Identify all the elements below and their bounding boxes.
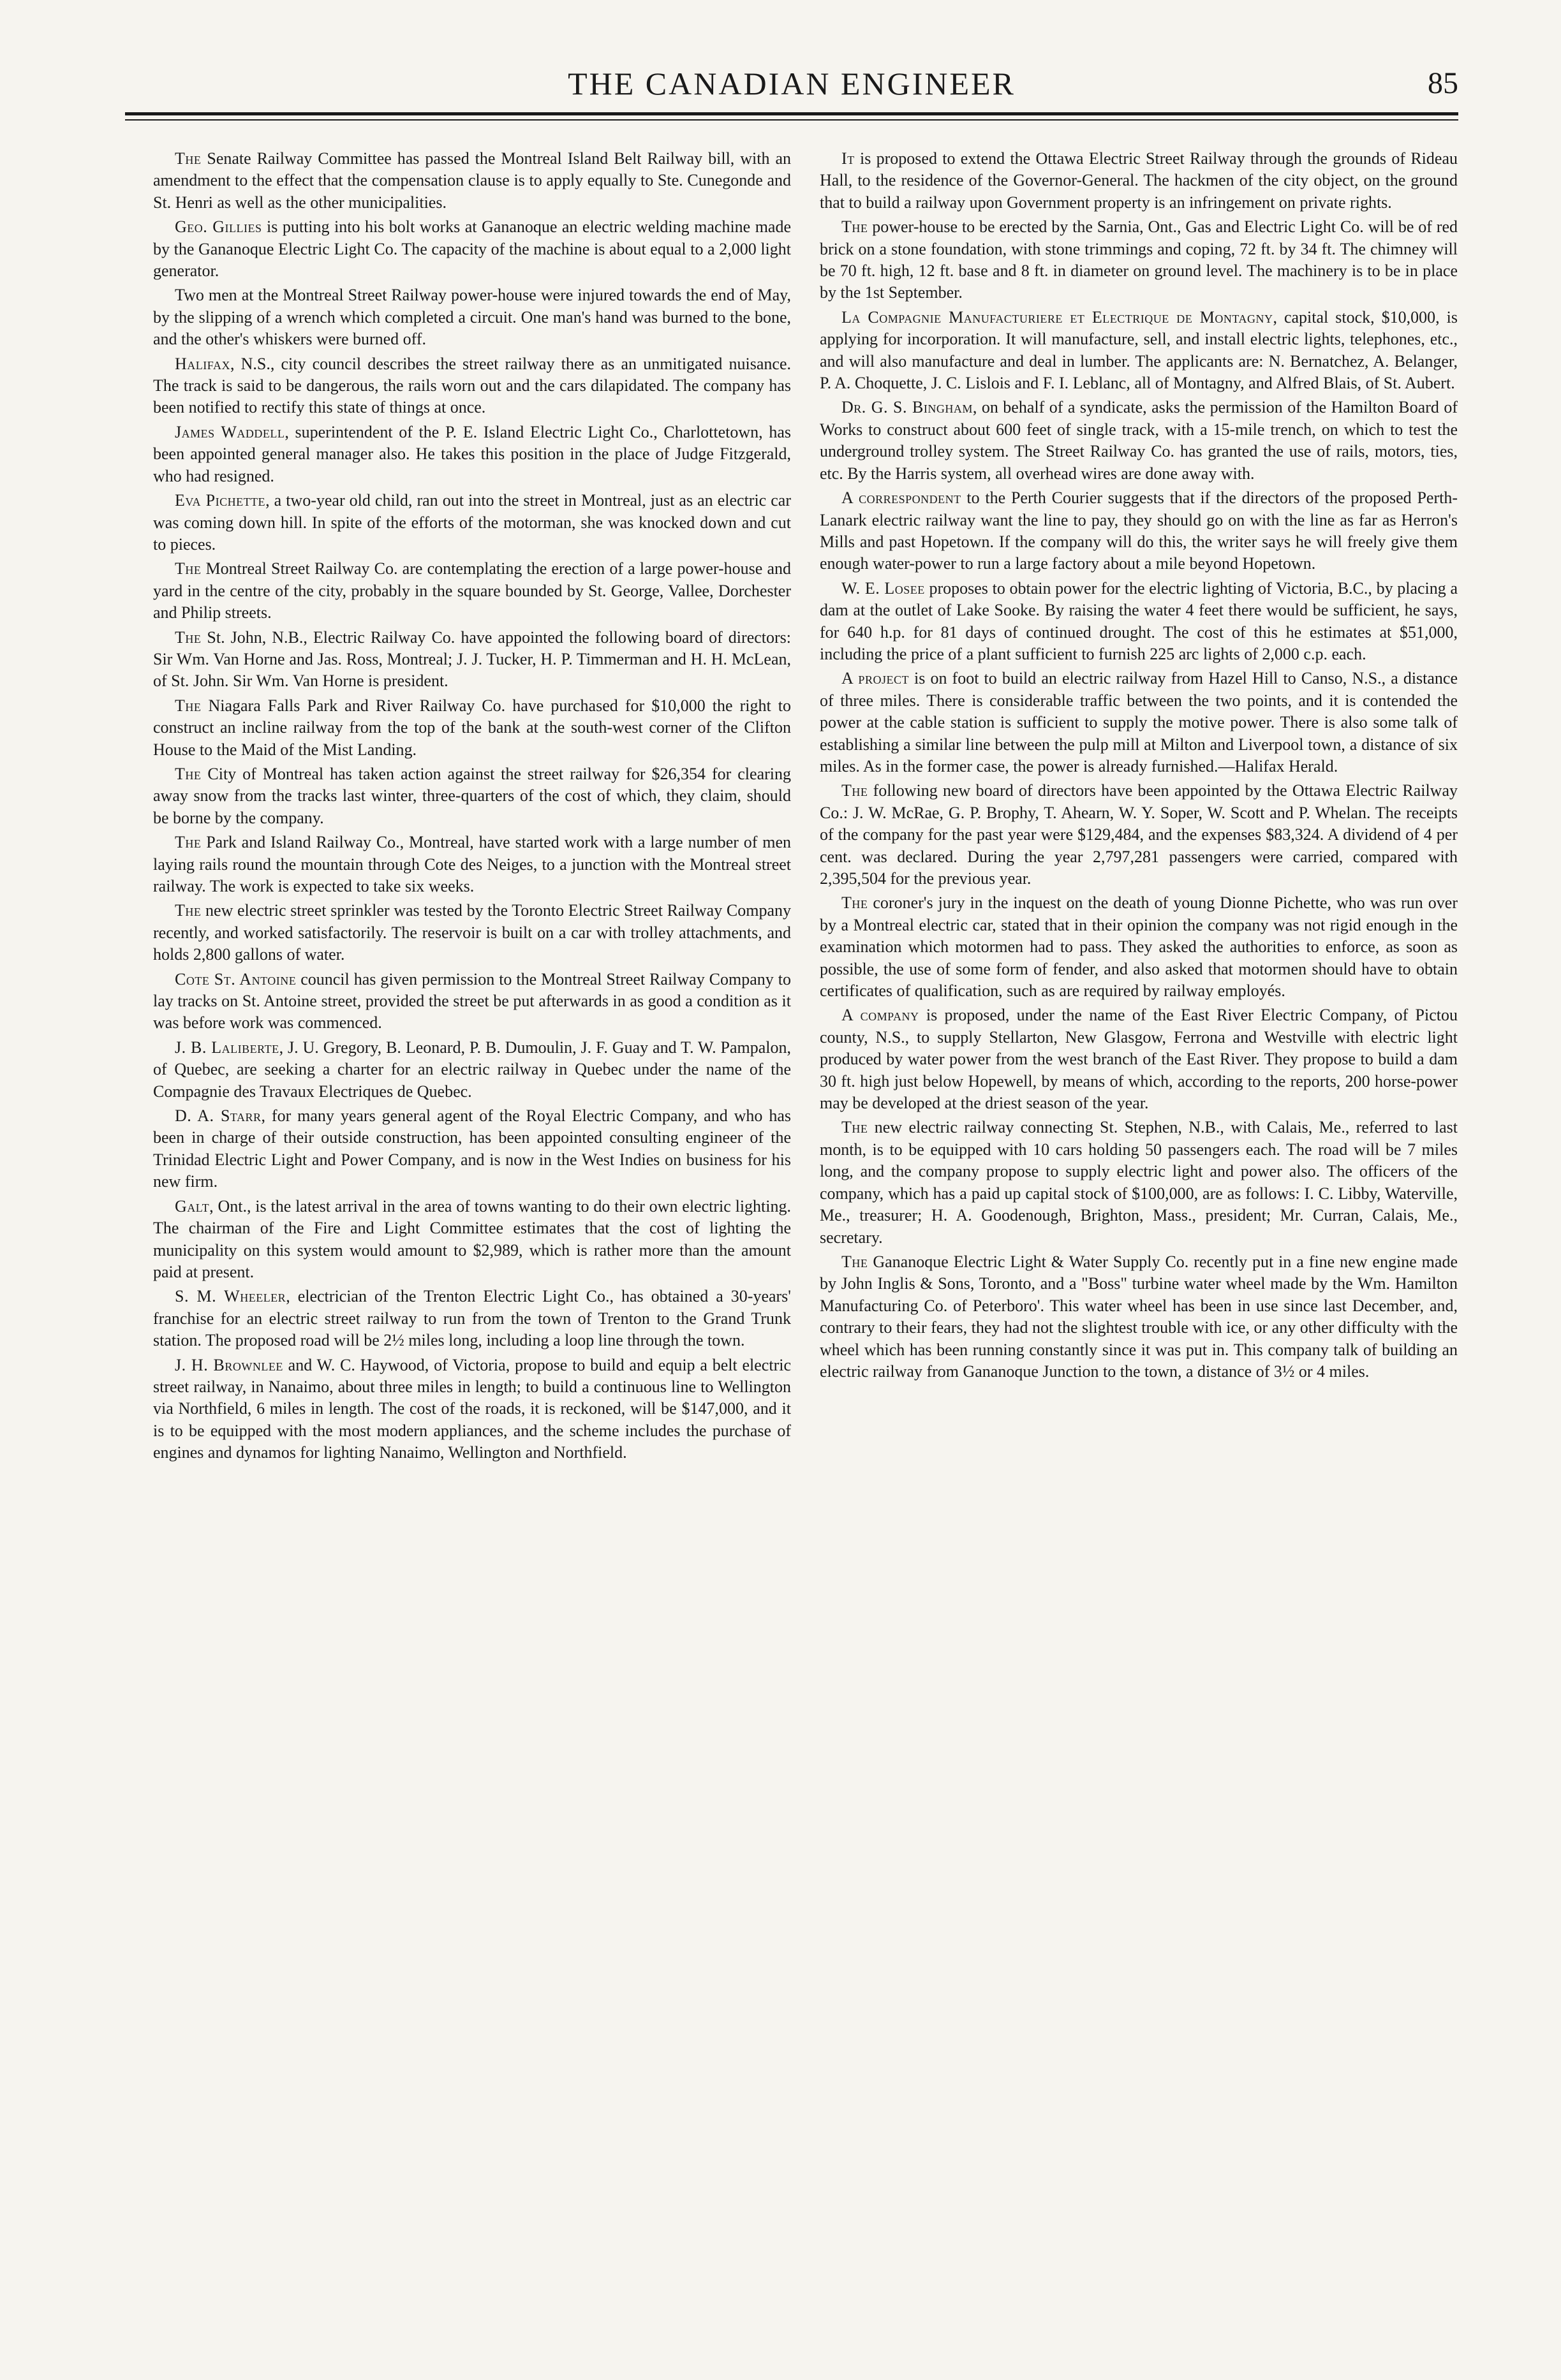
- article-paragraph: [820, 780, 1458, 890]
- paragraph-lead: J. H. Brownlee: [175, 1355, 283, 1374]
- paragraph-text: is proposed to extend the Ottawa Electric Street Railway through the grounds of Rideau Hall, to the residence of the Governor-General. The hackmen of the city object, on the ground that to build a railway upon Government property is an infringement on private rights.: [820, 149, 1458, 212]
- paragraph-text: is on foot to build an electric railway from Hazel Hill to Canso, N.S., a distance of three miles. There is considerable traffic between the two points, and it is contended the power at the cable station is sufficient to supply the motive power. There is also some talk of establishing a similar line between the pulp mill at Milton and Liverpool town, a distance of six miles. As in the former case, the power is already furnished.—Halifax Herald.: [820, 669, 1458, 775]
- paragraph-text: Niagara Falls Park and River Railway Co. have purchased for $10,000 the right to construct an incline railway from the top of the bank at the south-west corner of the Clifton House to the Maid of the Mist Landing.: [153, 696, 791, 759]
- paragraph-text: , Ont., is the latest arrival in the area of towns wanting to do their own electric lighting. The chairman of the Fire and Light Committee estimates that the cost of lighting the municipality on this system would amount to $2,989, which is rather more than the amount paid at present.: [153, 1196, 791, 1281]
- right-column: [820, 148, 1458, 2252]
- article-paragraph: [153, 353, 791, 419]
- paragraph-lead: S. M. Wheeler: [175, 1287, 286, 1306]
- paragraph-lead: A project: [841, 669, 909, 688]
- paragraph-lead: The: [175, 696, 202, 715]
- article-paragraph: [820, 307, 1458, 395]
- article-paragraph: [153, 900, 791, 966]
- page-number: 85: [1428, 66, 1458, 100]
- article-paragraph: [153, 1355, 791, 1464]
- article-paragraph: [820, 1004, 1458, 1114]
- paragraph-lead: Dr. G. S. Bingham: [841, 398, 973, 417]
- paragraph-lead: The: [175, 764, 202, 783]
- article-paragraph: [153, 969, 791, 1034]
- paragraph-text: Park and Island Railway Co., Montreal, have started work with a large number of men laying rails round the mountain through Cote des Neiges, to a junction with the Montreal street railway. The work is expected to take six weeks.: [153, 833, 791, 895]
- paragraph-text: St. John, N.B., Electric Railway Co. have appointed the following board of directors: Sir Wm. Van Horne and Jas. Ross, Montreal; J. J. Tucker, H. P. Timmerman and H. H. McLean, of St. John. Sir Wm. Van Horne is president.: [153, 628, 791, 691]
- article-paragraph: [153, 1037, 791, 1103]
- paragraph-text: coroner's jury in the inquest on the death of young Dionne Pichette, who was run over by a Montreal electric car, stated that in their opinion the company was not rigid enough in the examination which motormen had to pass. They asked the authorities to enforce, as soon as possible, the use of some form of fender, and also asked that motormen should have to obtain certificates of qualification, such as are required by railway employés.: [820, 893, 1458, 1001]
- left-column: [153, 148, 791, 2252]
- paragraph-text: power-house to be erected by the Sarnia, Ont., Gas and Electric Light Co. will be of red brick on a stone foundation, with stone trimmings and coping, 72 ft. by 34 ft. The chimney will be 70 ft. high, 12 ft. base and 8 ft. in diameter on ground level. The machinery is to be in place by the 1st September.: [820, 217, 1458, 302]
- article-paragraph: [153, 490, 791, 555]
- article-paragraph: [153, 216, 791, 282]
- page-header: [125, 61, 1458, 108]
- paragraph-text: new electric railway connecting St. Stephen, N.B., with Calais, Me., referred to last month, is to be equipped with 10 cars holding 50 passengers each. The road will be 7 miles long, and the company propose to supply electric light and power also. The officers of the company, which has a paid up capital stock of $100,000, are as follows: I. C. Libby, Waterville, Me., treasurer; H. A. Goodenough, Brighton, Mass., president; Mr. Curran, Calais, Me., secretary.: [820, 1118, 1458, 1247]
- article-paragraph: [820, 148, 1458, 214]
- paragraph-text: , for many years general agent of the Royal Electric Company, and who has been in charge of their outside construction, has been appointed consulting engineer of the Trinidad Electric Light and Power Company, and is now in the West Indies on business for his new firm.: [153, 1106, 791, 1191]
- paragraph-text: , superintendent of the P. E. Island Electric Light Co., Charlottetown, has been appointed general manager also. He takes this position in the place of Judge Fitzgerald, who had resigned.: [153, 422, 791, 485]
- article-paragraph: [153, 832, 791, 897]
- article-paragraph: [153, 422, 791, 487]
- paragraph-lead: The: [841, 1252, 868, 1271]
- paragraph-lead: Galt: [175, 1196, 210, 1216]
- article-paragraph: [153, 627, 791, 693]
- paragraph-text: and W. C. Haywood, of Victoria, propose to build and equip a belt electric street railway, in Nanaimo, about three miles in length; to build a continuous line to Wellington via Northfield, 6 miles in length. The cost of the roads, it is reckoned, will be $147,000, and it is to be equipped with the most modern appliances, and the scheme includes the purchase of engines and dynamos for lighting Nanaimo, Wellington and Northfield.: [153, 1355, 791, 1462]
- article-paragraph: [820, 216, 1458, 304]
- article-paragraph: [820, 1117, 1458, 1248]
- article-paragraph: [153, 1196, 791, 1284]
- paragraph-text: Montreal Street Railway Co. are contemplating the erection of a large power-house and yard in the centre of the city, probably in the square bounded by St. George, Vallee, Dorchester and Philip streets.: [153, 559, 791, 622]
- paragraph-text: to the Perth Courier suggests that if the directors of the proposed Perth-Lanark electric railway want the line to pay, they should go on with the line as far as Herron's Mills and past Hopetown. If the company will do this, the writer says he will freely give them enough water-power to run a large factory about a mile beyond Hopetown.: [820, 488, 1458, 573]
- paragraph-text: City of Montreal has taken action against the street railway for $26,354 for clearing away snow from the tracks last winter, three-quarters of the cost of which, they claim, should be borne by the company.: [153, 764, 791, 827]
- paragraph-lead: W. E. Losee: [841, 578, 925, 598]
- paragraph-lead: D. A. Starr: [175, 1106, 262, 1126]
- paragraph-text: , N.S., city council describes the street railway there as an unmitigated nuisance. The track is said to be dangerous, the rails worn out and the cars dilapidated. The company has been notified to rectify this state of things at once.: [153, 354, 791, 417]
- paragraph-text: Gananoque Electric Light & Water Supply Co. recently put in a fine new engine made by John Inglis & Sons, Toronto, and a "Boss" turbine water wheel made by the Wm. Hamilton Manufacturing Co. of Peterboro'. This water wheel has been in use since last December, and, contrary to their fears, they had not the slightest trouble with ice, or any other difficulty with the wheel which has been running constantly since it was put in. This company talk of building an electric railway from Gananoque Junction to the town, a distance of 3½ or 4 miles.: [820, 1252, 1458, 1381]
- paragraph-lead: It: [841, 149, 855, 168]
- paragraph-text: proposes to obtain power for the electric lighting of Victoria, B.C., by placing a dam at the outlet of Lake Sooke. By raising the water 4 feet there would be sufficient, he says, for 640 h.p. for 81 days of continued drought. The cost of this he estimates at $51,000, including the price of a plant sufficient to furnish 225 arc lights of 2,000 c.p. each.: [820, 578, 1458, 663]
- paragraph-lead: A company: [841, 1006, 919, 1025]
- paragraph-lead: James Waddell: [175, 422, 285, 441]
- paragraph-lead: The: [175, 628, 202, 647]
- paragraph-text: new electric street sprinkler was tested by the Toronto Electric Street Railway Company recently, and worked satisfactorily. The reservoir is built on a car with trolley attachments, and holds 2,800 gallons of water.: [153, 901, 791, 964]
- article-paragraph: [820, 487, 1458, 575]
- paragraph-lead: Halifax: [175, 354, 230, 373]
- article-paragraph: [820, 668, 1458, 777]
- header-rule-thin: [125, 119, 1458, 121]
- article-paragraph: [820, 892, 1458, 1002]
- article-paragraph: [820, 578, 1458, 666]
- paragraph-text: is proposed, under the name of the East River Electric Company, of Pictou county, N.S., to supply Stellarton, New Glasgow, Ferrona and Westville with electric light produced by water power from the west branch of the East River. They propose to build a dam 30 ft. high just below Hopewell, by means of which, according to the reports, 200 horse-power may be developed at the driest season of the year.: [820, 1006, 1458, 1113]
- paragraph-lead: A correspondent: [841, 488, 961, 508]
- article-paragraph: [153, 695, 791, 761]
- paragraph-lead: The: [841, 781, 868, 800]
- paragraph-text: Two men at the Montreal Street Railway power-house were injured towards the end of May, by the slipping of a wrench which completed a circuit. One man's hand was burned to the bone, and the other's whiskers were burned off.: [153, 286, 791, 349]
- paragraph-lead: Geo. Gillies: [175, 217, 262, 237]
- paragraph-lead: Eva Pichette: [175, 491, 266, 510]
- paragraph-lead: The: [175, 901, 202, 920]
- paragraph-lead: The: [175, 559, 202, 578]
- header-rule-thick: [125, 112, 1458, 115]
- paragraph-lead: The: [175, 149, 202, 168]
- paragraph-text: , J. U. Gregory, B. Leonard, P. B. Dumoulin, J. F. Guay and T. W. Pampalon, of Quebec, are seeking a charter for an electric railway in Quebec under the name of the Compagnie des Travaux Electriques de Quebec.: [153, 1038, 791, 1101]
- paragraph-lead: The: [841, 217, 868, 237]
- paragraph-lead: The: [841, 893, 868, 913]
- paragraph-text: , on behalf of a syndicate, asks the permission of the Hamilton Board of Works to construct about 600 feet of single track, with a 15-mile trench, on which to test the underground trolley system. The Street Railway Co. has granted the use of rails, motors, ties, etc. By the Harris system, all overhead wires are done away with.: [820, 398, 1458, 483]
- article-paragraph: [820, 397, 1458, 485]
- paragraph-lead: The: [175, 833, 202, 852]
- paragraph-text: , electrician of the Trenton Electric Light Co., has obtained a 30-years' franchise for an electric street railway to run from the town of Trenton to the Grand Trunk station. The proposed road will be 2½ miles long, including a loop line through the town.: [153, 1287, 791, 1350]
- article-paragraph: [820, 1251, 1458, 1383]
- paragraph-text: Senate Railway Committee has passed the Montreal Island Belt Railway bill, with an amendment to the effect that the compensation clause is to apply equally to Ste. Cunegonde and St. Henri as well as the other municipalities.: [153, 149, 791, 212]
- article-paragraph: [153, 1105, 791, 1193]
- paragraph-lead: La Compagnie Manufacturiere et Electrique de Montagny: [841, 307, 1273, 327]
- paragraph-text: council has given permission to the Montreal Street Railway Company to lay tracks on St. Antoine street, provided the street be put afterwards in as good a condition as it was before work was commenced.: [153, 969, 791, 1032]
- page-title: THE CANADIAN ENGINEER: [568, 66, 1016, 101]
- paragraph-text: following new board of directors have been appointed by the Ottawa Electric Railway Co.: J. W. McRae, G. P. Brophy, T. Ahearn, W. Y. Soper, W. Scott and P. Whelan. The receipts of the company for the past year were $129,484, and the expenses $83,324. A dividend of 4 per cent. was declared. During the year 2,797,281 passengers were carried, compared with 2,395,504 for the previous year.: [820, 781, 1458, 888]
- paragraph-text: , capital stock, $10,000, is applying for incorporation. It will manufacture, sell, and install electric lights, telephones, etc., and will also manufacture and deal in lumber. The applicants are: N. Bernatchez, A. Belanger, P. A. Choquette, J. C. Lislois and F. I. Leblanc, all of Montagny, and Alfred Blais, of St. Aubert.: [820, 307, 1458, 393]
- article-paragraph: [153, 1286, 791, 1351]
- paragraph-lead: J. B. Laliberte: [175, 1038, 279, 1057]
- article-paragraph: [153, 763, 791, 829]
- paragraph-lead: The: [841, 1118, 868, 1137]
- paragraph-lead: Cote St. Antoine: [175, 969, 297, 988]
- article-paragraph: [153, 558, 791, 624]
- article-paragraph: [153, 148, 791, 214]
- paragraph-text: , a two-year old child, ran out into the street in Montreal, just as an electric car was coming down hill. In spite of the efforts of the motorman, she was knocked down and cut to pieces.: [153, 491, 792, 554]
- paragraph-text: is putting into his bolt works at Gananoque an electric welding machine made by the Gananoque Electric Light Co. The capacity of the machine is about equal to a 2,000 light generator.: [153, 217, 791, 281]
- article-paragraph: [153, 284, 791, 350]
